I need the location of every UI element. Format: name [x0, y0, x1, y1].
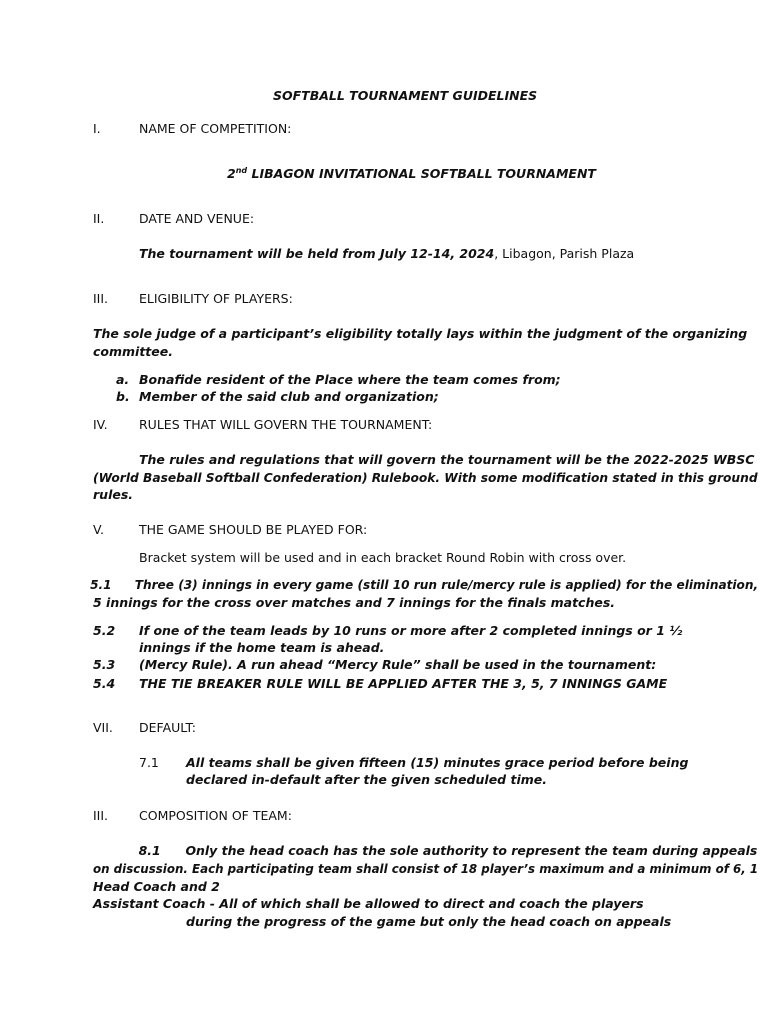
section-title: THE GAME SHOULD BE PLAYED FOR:: [139, 522, 368, 537]
rules-paragraph: (World Baseball Softball Confederation) Rulebook. With some modification stated in this ground: [93, 470, 758, 485]
rule-text: Head Coach and 2: [93, 879, 220, 894]
list-marker: b.: [116, 389, 130, 404]
rule-text: during the progress of the game but only the head coach on appeals: [186, 914, 672, 929]
rules-paragraph: The rules and regulations that will govern the tournament will be the 2022-2025 WBSC: [139, 452, 755, 467]
section-number: V.: [93, 522, 104, 537]
rule-number: 5.1: [90, 577, 112, 592]
eligibility-paragraph: The sole judge of a participant’s eligibility totally lays within the judgment of the organizing: [93, 326, 748, 341]
document-title: SOFTBALL TOURNAMENT GUIDELINES: [273, 88, 538, 103]
section-title: DATE AND VENUE:: [139, 211, 255, 226]
section-number: III.: [93, 808, 109, 823]
section-title: ELIGIBILITY OF PLAYERS:: [139, 291, 293, 306]
rule-number: 8.1: [138, 843, 161, 858]
competition-ordinal-suffix: nd: [235, 166, 248, 175]
rule-text: (Mercy Rule). A run ahead “Mercy Rule” shall be used in the tournament:: [139, 657, 657, 672]
rule-number: 5.3: [93, 657, 116, 672]
section-number: I.: [93, 121, 101, 136]
section-title: COMPOSITION OF TEAM:: [139, 808, 292, 823]
section-number: IV.: [93, 417, 108, 432]
eligibility-paragraph: committee.: [93, 344, 173, 359]
rule-text: declared in-default after the given scheduled time.: [186, 772, 547, 787]
competition-name: [227, 166, 596, 182]
section-title: NAME OF COMPETITION:: [139, 121, 292, 136]
date-venue-text: [139, 246, 634, 262]
rule-number: 5.4: [93, 676, 116, 691]
section-number: III.: [93, 291, 109, 306]
list-marker: a.: [116, 372, 130, 387]
tournament-dates: The tournament will be held from July 12-14, 2024: [139, 246, 495, 261]
rule-text: Only the head coach has the sole authority to represent the team during appeals: [185, 843, 758, 858]
rule-text: If one of the team leads by 10 runs or more after 2 completed innings or 1 ½: [139, 623, 683, 638]
section-number: II.: [93, 211, 105, 226]
rule-text: Assistant Coach - All of which shall be allowed to direct and coach the players: [93, 896, 644, 911]
tournament-venue: , Libagon, Parish Plaza: [494, 246, 635, 261]
section-title: RULES THAT WILL GOVERN THE TOURNAMENT:: [139, 417, 433, 432]
list-text: Bonafide resident of the Place where the team comes from;: [139, 372, 561, 387]
competition-ordinal: 2: [227, 166, 236, 181]
list-text: Member of the said club and organization;: [139, 389, 439, 404]
competition-title: LIBAGON INVITATIONAL SOFTBALL TOURNAMENT: [247, 166, 596, 181]
rule-text: THE TIE BREAKER RULE WILL BE APPLIED AFTER THE 3, 5, 7 INNINGS GAME: [139, 676, 668, 691]
bracket-text: Bracket system will be used and in each bracket Round Robin with cross over.: [139, 550, 627, 565]
rule-text: innings if the home team is ahead.: [139, 640, 385, 655]
rules-paragraph: rules.: [93, 487, 134, 502]
section-number: VII.: [93, 720, 113, 735]
rule-number: 5.2: [93, 623, 116, 638]
rule-text: 5 innings for the cross over matches and 7 innings for the finals matches.: [93, 595, 616, 610]
rule-text: All teams shall be given fifteen (15) minutes grace period before being: [186, 755, 689, 770]
section-title: DEFAULT:: [139, 720, 196, 735]
rule-text: Three (3) innings in every game (still 10 run rule/mercy rule is applied) for the elimination,: [134, 577, 759, 592]
rule-text: on discussion. Each participating team shall consist of 18 player’s maximum and a minimum of 6, 1: [93, 861, 759, 876]
rule-number: 7.1: [139, 755, 159, 770]
